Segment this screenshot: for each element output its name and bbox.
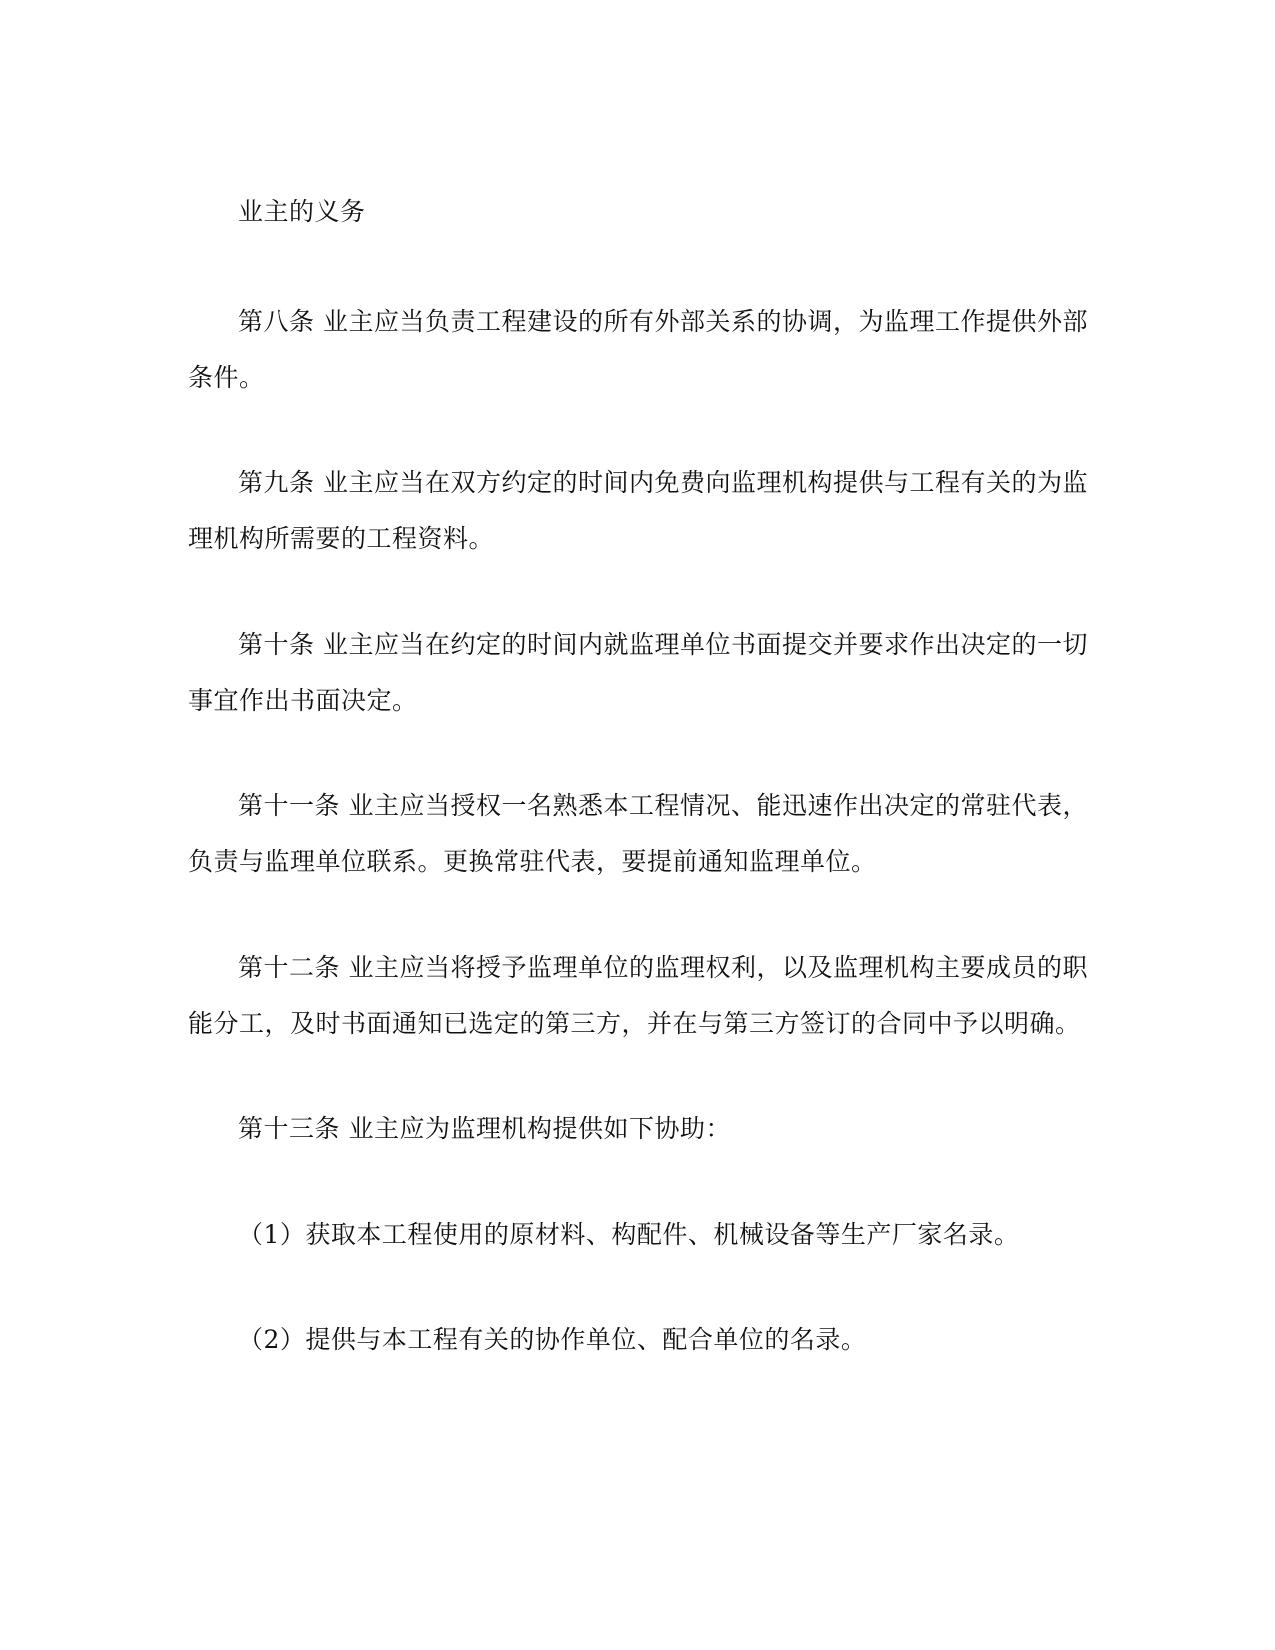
- article-10-line-1: 第十条 业主应当在约定的时间内就监理单位书面提交并要求作出决定的一切: [238, 630, 1088, 659]
- article-12-line-2: 能分工，及时书面通知已选定的第三方，并在与第三方签订的合同中予以明确。: [188, 1009, 1081, 1038]
- article-8-line-2: 条件。: [188, 363, 265, 392]
- article-11-line-2: 负责与监理单位联系。更换常驻代表，要提前通知监理单位。: [188, 847, 877, 876]
- list-item-2: （2）提供与本工程有关的协作单位、配合单位的名录。: [238, 1325, 867, 1354]
- article-9-line-1: 第九条 业主应当在双方约定的时间内免费向监理机构提供与工程有关的为监: [238, 468, 1088, 497]
- article-11-line-1: 第十一条 业主应当授权一名熟悉本工程情况、能迅速作出决定的常驻代表，: [238, 791, 1088, 820]
- article-13-line-1: 第十三条 业主应为监理机构提供如下协助：: [238, 1114, 731, 1143]
- article-8-line-1: 第八条 业主应当负责工程建设的所有外部关系的协调，为监理工作提供外部: [238, 307, 1088, 336]
- article-9-line-2: 理机构所需要的工程资料。: [188, 524, 495, 553]
- section-heading: 业主的义务: [238, 197, 366, 226]
- list-item-1: （1）获取本工程使用的原材料、构配件、机械设备等生产厂家名录。: [238, 1220, 1020, 1249]
- article-10-line-2: 事宜作出书面决定。: [188, 686, 418, 715]
- article-12-line-1: 第十二条 业主应当将授予监理单位的监理权利，以及监理机构主要成员的职: [238, 953, 1088, 982]
